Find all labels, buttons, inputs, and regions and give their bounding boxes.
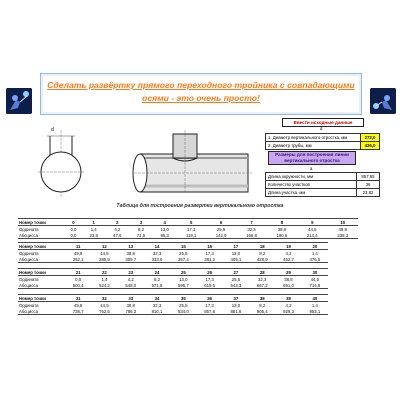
header-cell: 5 [176, 219, 205, 226]
row-label: Абсцисса [18, 256, 65, 263]
table-cell: 285,9 [91, 256, 117, 263]
row-label: Ордината [19, 250, 39, 256]
table-cell: 595,7 [170, 282, 196, 289]
table-title: Таблица для построения развертки вертикального отростка [116, 203, 284, 209]
table-cell: 13,0 [231, 250, 241, 256]
table-cell: 13,0 [179, 276, 188, 282]
header-cell: 34 [144, 295, 170, 302]
table-cell: 691,0 [275, 282, 301, 289]
header-cell: 30 [302, 269, 328, 276]
header-cell: 17 [223, 243, 249, 250]
header-cell: 18 [249, 243, 275, 250]
header-cell: 32 [91, 295, 117, 302]
table-cell: 49,9 [338, 226, 347, 232]
table-cell: 1,4 [311, 302, 318, 308]
table-cell: 953,1 [302, 308, 328, 315]
table-header-row [18, 269, 328, 276]
table-cell: 238,3 [327, 232, 358, 239]
header-cell: 12 [91, 243, 117, 250]
pipe-branch-diameter-input[interactable]: 273,0 [361, 134, 380, 142]
table-cell: 44,5 [310, 276, 320, 282]
table-cell: 8,2 [154, 276, 161, 282]
pipe-diameter-input[interactable]: 426,0 [361, 142, 380, 150]
dimension-label: d [51, 127, 54, 133]
header-cell: 14 [144, 243, 170, 250]
input-row [266, 142, 380, 150]
header-cell: 33 [118, 295, 144, 302]
table-cell: 762,5 [91, 308, 117, 315]
header-cell: 9 [297, 219, 327, 226]
welder-icon-right [370, 88, 396, 114]
table-cell: 262,1 [65, 256, 91, 263]
table-cell: 619,5 [196, 282, 222, 289]
table-cell: 881,6 [223, 308, 249, 315]
header-cell: 7 [236, 219, 266, 226]
header-cell: 38 [249, 295, 275, 302]
header-cell: 6 [206, 219, 236, 226]
header-cell: 13 [118, 243, 144, 250]
table-cell: 25,5 [216, 226, 226, 232]
header-cell: 24 [144, 269, 170, 276]
table-cell: 38,8 [277, 226, 287, 232]
table-cell: 25,5 [179, 250, 188, 256]
table-cell: 309,7 [118, 256, 144, 263]
table-cell: 44,5 [308, 226, 317, 232]
table-cell: 32,3 [152, 302, 162, 308]
table-cell: 13,0 [160, 226, 169, 232]
header-cell: 19 [275, 243, 301, 250]
table-cell: 4,2 [285, 302, 292, 308]
table-cell: 119,1 [176, 232, 205, 239]
input-label: 2. Диаметр трубы, мм [266, 142, 361, 150]
table-cell: 25,5 [179, 302, 188, 308]
output-panel-var: a [310, 166, 313, 171]
header-cell: 3 [129, 219, 153, 226]
table-cell: 452,7 [275, 256, 301, 263]
table-cell: 0,0 [70, 226, 77, 232]
table-cell: 44,5 [100, 250, 109, 256]
table-header-row [18, 219, 358, 226]
table-cell: 786,3 [118, 308, 144, 315]
table-cell: 738,7 [65, 308, 91, 315]
row-label: Ордината [19, 226, 39, 232]
banner-line-1: Сделать развёртку прямого переходного тройника с совпадающими [47, 80, 355, 90]
output-label: Количество участков [266, 181, 357, 189]
header-cell: 2 [106, 219, 130, 226]
output-value: 23,82 [357, 189, 380, 197]
table-header-row [18, 295, 328, 302]
header-cell: 37 [223, 295, 249, 302]
table-cell: 476,5 [302, 256, 328, 263]
input-label: 1. Диаметр вертикального отростка, мм [266, 134, 361, 142]
table-cell: 8,2 [259, 302, 266, 308]
table-cell: 643,3 [223, 282, 249, 289]
table-cell: 1,4 [311, 250, 318, 256]
header-cell: 16 [196, 243, 222, 250]
table-cell: 333,6 [144, 256, 170, 263]
table-cell: 381,2 [196, 256, 222, 263]
table-cell: 4,2 [114, 226, 121, 232]
header-cell: 20 [302, 243, 328, 250]
table-cell: 17,3 [187, 226, 196, 232]
table-cell: 4,2 [285, 250, 292, 256]
tee-drawing [28, 128, 253, 198]
output-panel-title: Размеры для построения линии вертикального отростка [268, 151, 356, 165]
table-cell: 38,8 [126, 250, 135, 256]
header-cell: 25 [170, 269, 196, 276]
table-cell: 17,3 [205, 250, 214, 256]
row-label: Абсцисса [18, 308, 65, 315]
table-row [18, 308, 328, 315]
table-cell: 38,8 [126, 302, 135, 308]
table-cell: 142,9 [206, 232, 236, 239]
table-cell: 47,6 [106, 232, 130, 239]
header-cell: 10 [327, 219, 358, 226]
table-cell: 49,9 [73, 250, 83, 256]
header-cell: 39 [275, 295, 301, 302]
header-cell: 28 [249, 269, 275, 276]
header-cell: Номер точки [18, 219, 65, 226]
header-cell: 27 [223, 269, 249, 276]
table-cell: 190,6 [267, 232, 297, 239]
row-label: Абсцисса [18, 232, 65, 239]
points-table-2 [18, 242, 328, 263]
table-row [18, 282, 328, 289]
table-cell: 32,3 [258, 276, 267, 282]
header-cell: 29 [275, 269, 301, 276]
header-cell: 23 [118, 269, 144, 276]
table-cell: 357,4 [170, 256, 196, 263]
output-value: 36 [357, 181, 380, 189]
header-cell: 4 [153, 219, 177, 226]
header-cell: 8 [267, 219, 297, 226]
input-panel-title: Ввести исходные данные [282, 118, 364, 127]
banner-line-2: осями - это очень просто! [142, 93, 260, 103]
table-cell: 834,0 [170, 308, 196, 315]
table-cell: 32,3 [152, 250, 162, 256]
header-cell: 40 [302, 295, 328, 302]
header-cell: 22 [91, 269, 117, 276]
output-label: Длина участка, мм [266, 189, 357, 197]
header-cell: Номер точки [18, 269, 65, 276]
table-row [18, 256, 328, 263]
table-cell: 500,4 [65, 282, 91, 289]
header-cell: Номер точки [18, 243, 65, 250]
table-cell: 667,2 [249, 282, 275, 289]
table-cell: 17,3 [205, 276, 214, 282]
row-label: Ордината [19, 302, 39, 308]
table-cell: 810,1 [144, 308, 170, 315]
table-header-row [18, 243, 328, 250]
input-row [266, 134, 380, 142]
header-cell: Номер точки [18, 295, 65, 302]
table-cell: 8,2 [259, 250, 266, 256]
welder-icon-left [6, 88, 32, 114]
table-cell: 95,3 [153, 232, 177, 239]
points-table-4 [18, 294, 328, 315]
table-cell: 428,9 [249, 256, 275, 263]
row-label: Ордината [19, 276, 39, 282]
points-table-3 [18, 268, 328, 289]
table-cell: 0,0 [65, 232, 82, 239]
table-cell: 38,8 [284, 276, 293, 282]
table-cell: 32,3 [247, 226, 256, 232]
table-cell: 71,5 [129, 232, 153, 239]
table-cell: 857,8 [196, 308, 222, 315]
table-cell: 4,2 [127, 276, 134, 282]
points-table-1 [18, 218, 358, 239]
output-table [265, 172, 380, 197]
table-cell: 929,3 [275, 308, 301, 315]
header-cell: 21 [65, 269, 91, 276]
table-cell: 49,9 [73, 302, 83, 308]
table-cell: 548,0 [118, 282, 144, 289]
output-label: Длина окружности, мм [266, 173, 357, 181]
table-row [18, 232, 358, 239]
output-value: 857,65 [357, 173, 380, 181]
table-cell: 571,8 [144, 282, 170, 289]
header-cell: 35 [170, 295, 196, 302]
table-cell: 214,4 [297, 232, 327, 239]
table-cell: 44,5 [100, 302, 109, 308]
input-panel-var: d [320, 126, 323, 131]
header-cell: 36 [196, 295, 222, 302]
table-cell: 166,8 [236, 232, 266, 239]
table-cell: 1,4 [90, 226, 97, 232]
table-cell: 0,0 [75, 276, 82, 282]
table-cell: 13,0 [231, 302, 241, 308]
row-label: Абсцисса [18, 282, 65, 289]
header-cell: 0 [65, 219, 82, 226]
table-cell: 17,3 [205, 302, 214, 308]
output-row [266, 189, 380, 197]
title-banner [40, 73, 362, 115]
table-cell: 905,4 [249, 308, 275, 315]
table-cell: 714,8 [302, 282, 328, 289]
table-cell: 25,5 [231, 276, 241, 282]
table-cell: 524,2 [91, 282, 117, 289]
header-cell: 1 [82, 219, 106, 226]
header-cell: 31 [65, 295, 91, 302]
header-cell: 15 [170, 243, 196, 250]
header-cell: 26 [196, 269, 222, 276]
output-row [266, 173, 380, 181]
input-table [265, 133, 380, 150]
table-cell: 405,1 [223, 256, 249, 263]
output-row [266, 181, 380, 189]
header-cell: 11 [65, 243, 91, 250]
table-cell: 23,8 [82, 232, 106, 239]
table-cell: 1,4 [101, 276, 108, 282]
table-cell: 8,2 [138, 226, 144, 232]
